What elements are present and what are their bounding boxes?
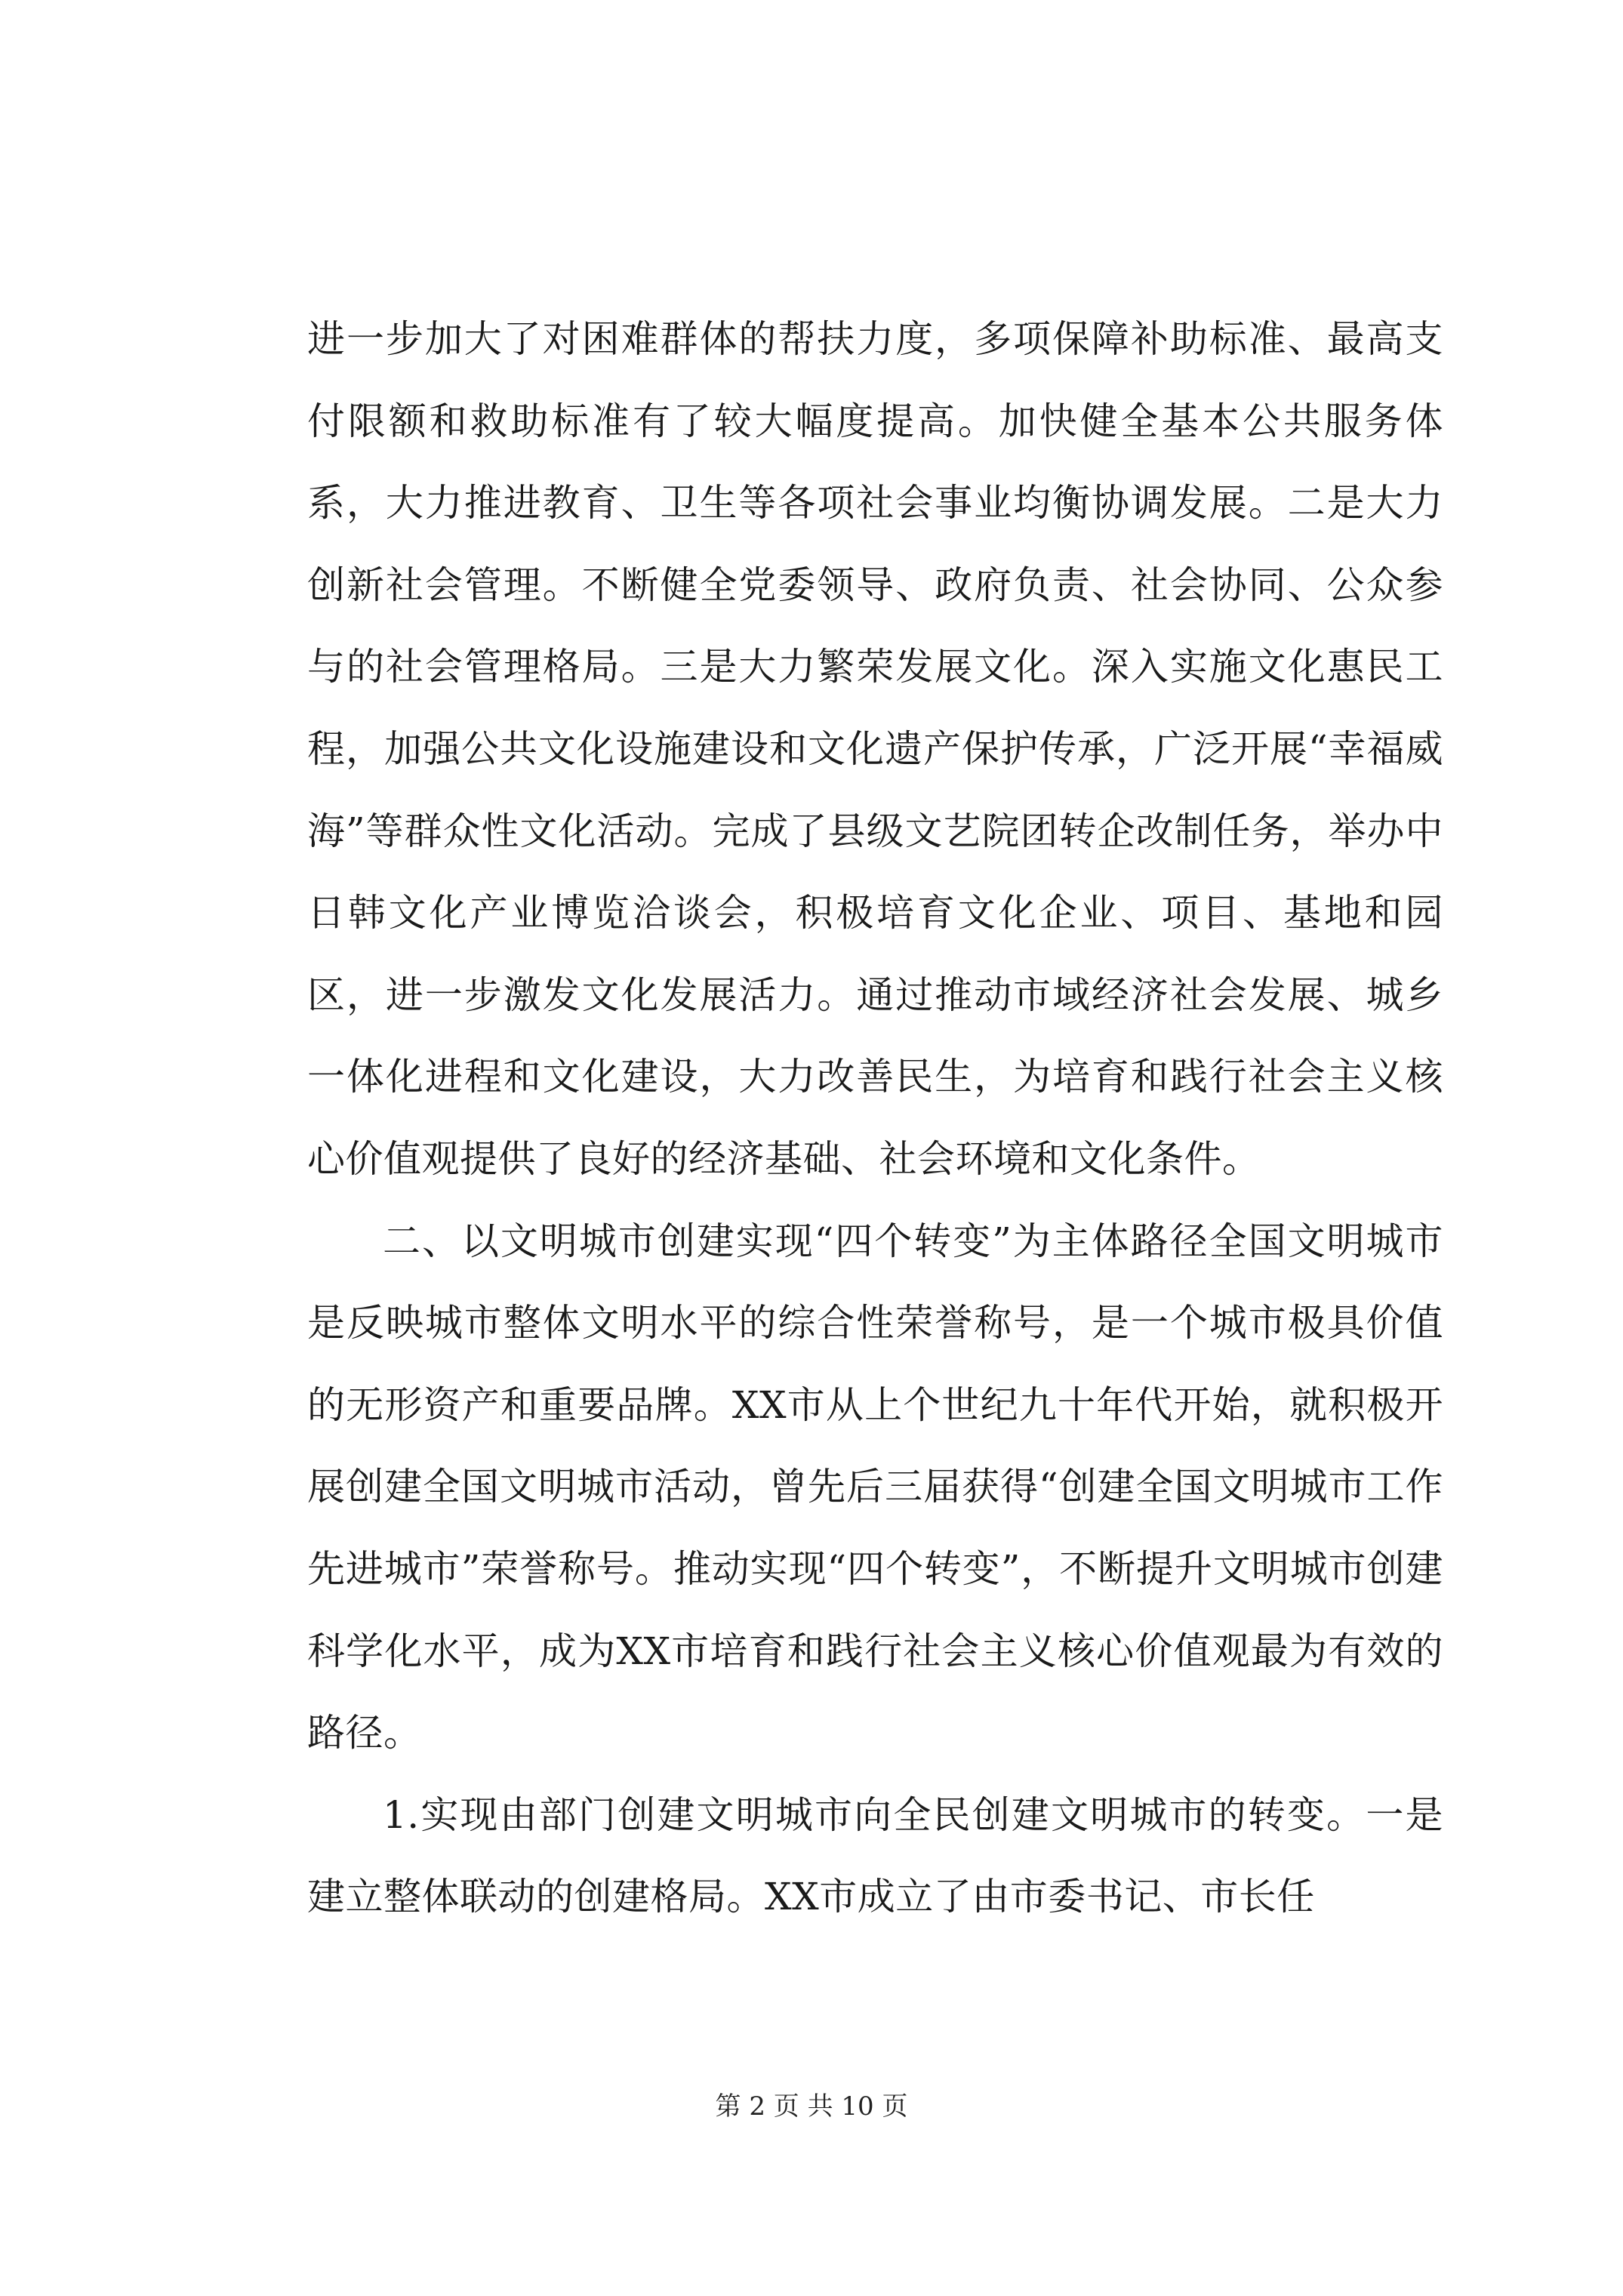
document-body (307, 298, 1443, 1938)
paragraph-item-one: 1.实现由部门创建文明城市向全民创建文明城市的转变。一是建立整体联动的创建格局。XX市成立了由市委书记、市长任 (307, 1792, 1443, 1919)
paragraph-continuation: 进一步加大了对困难群体的帮扶力度，多项保障补助标准、最高支付限额和救助标准有了较大幅度提高。加快健全基本公共服务体系，大力推进教育、卫生等各项社会事业均衡协调发展。二是大力创新社会管理。不断健全党委领导、政府负责、社会协同、公众参与的社会管理格局。三是大力繁荣发展文化。深入实施文化惠民工程，加强公共文化设施建设和文化遗产保护传承，广泛开展“幸福威海”等群众性文化活动。完成了县级文艺院团转企改制任务，举办中日韩文化产业博览洽谈会，积极培育文化企业、项目、基地和园区，进一步激发文化发展活力。通过推动市域经济社会发展、城乡一体化进程和文化建设，大力改善民生，为培育和践行社会主义核心价值观提供了良好的经济基础、社会环境和文化条件。 (307, 317, 1443, 1181)
paragraph-section-two: 二、以文明城市创建实现“四个转变”为主体路径全国文明城市是反映城市整体文明水平的综合性荣誉称号，是一个城市极具价值的无形资产和重要品牌。XX市从上个世纪九十年代开始，就积极开展创建全国文明城市活动，曾先后三届获得“创建全国文明城市工作先进城市”荣誉称号。推动实现“四个转变”，不断提升文明城市创建科学化水平，成为XX市培育和践行社会主义核心价值观最为有效的路径。 (307, 1219, 1443, 1755)
page-footer: 第 2 页 共 10 页 (715, 2091, 908, 2122)
